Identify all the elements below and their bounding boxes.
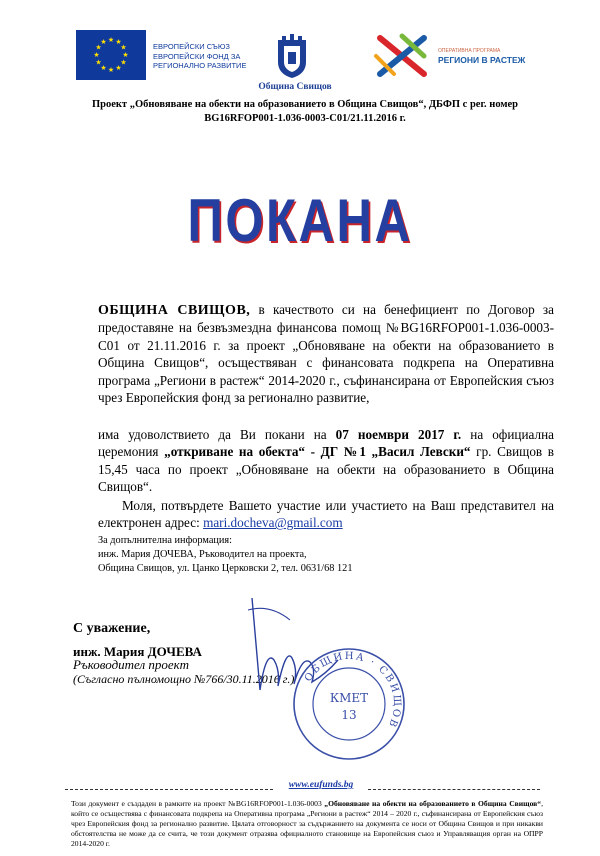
eu-caption-line: ЕВРОПЕЙСКИ СЪЮЗ — [153, 42, 230, 51]
disclaimer-project-name: „Обновяване на обекти на образованието в Община Свищов“ — [324, 799, 542, 808]
footer-url-link[interactable]: www.eufunds.bg — [288, 780, 354, 790]
eu-caption-line: РЕГИОНАЛНО РАЗВИТИЕ — [153, 61, 247, 70]
event-name: „откриване на обекта“ - ДГ №1 „Васил Левски“ — [164, 444, 471, 460]
regions-program-label: ОПЕРАТИВНА ПРОГРАМА — [438, 48, 501, 54]
disclaimer-text-a: Този документ е създаден в рамките на проект №BG16RFOP001-1.036-0003 — [71, 799, 325, 808]
municipality-name: Община Свищов — [258, 82, 332, 92]
invite-text-c: гр. Свищов в 15,45 часа по проект „Обновяване на обекти на образованието в Община Свищов“. — [98, 444, 554, 495]
invite-text-b: на официална церемония — [98, 427, 554, 460]
signer-authority: (Съгласно пълномощно №766/30.11.2016 г.) — [73, 672, 295, 686]
stamp-ring-text: ОБЩИНА · СВИЩОВ — [302, 650, 403, 731]
project-line-1: Проект „Обновяване на обекти на образованието в Община Свищов“, ДБФП с рег. номер — [91, 99, 519, 110]
svg-text:★: ★ — [120, 43, 127, 52]
eu-fund-caption — [153, 42, 246, 71]
svg-text:★: ★ — [107, 36, 115, 44]
regions-growth-logo-icon — [372, 32, 432, 80]
svg-text:★: ★ — [115, 38, 122, 46]
closing-regards: С уважение, — [73, 621, 151, 636]
footer-divider-right — [368, 789, 540, 790]
footer-disclaimer — [71, 799, 543, 849]
svg-text:★: ★ — [100, 38, 107, 46]
svg-text:★: ★ — [95, 43, 102, 52]
contact-line: За допълнителна информация: — [98, 535, 233, 546]
footer-divider-left — [65, 789, 273, 790]
svg-text:★: ★ — [107, 66, 115, 74]
svg-text:★: ★ — [95, 58, 102, 67]
svg-text:★: ★ — [100, 64, 107, 72]
contact-info — [98, 534, 352, 576]
project-line-2: BG16RFOP001-1.036-0003-C01/21.11.2016 г. — [204, 113, 406, 124]
svg-text:★: ★ — [115, 64, 122, 72]
disclaimer-text-b: , който се осъществява с финансовата подкрепа на Оперативна програма „Региони в растеж“ 2014 – 2020 г., съфинансирана от Европейския съюз чрез Европейския фонд за регионално развитие. Цялата отговорност за съдържанието на документа се носи от Община Свищов и при никакви обстоятелства не може да се счита, че този документ отразява официалното становище на Европейския съюз и Управляващия орган на ОПРР 2014-2020 г. — [71, 799, 543, 848]
contact-line: Община Свищов, ул. Цанко Церковски 2, тел. 0631/68 121 — [98, 563, 353, 574]
invitation-paragraph — [98, 426, 554, 496]
invite-text-a: има удоволствието да Ви покани на — [98, 427, 336, 442]
invitation-title: ПОКАНА — [187, 187, 413, 254]
contact-line: инж. Мария ДОЧЕВА, Ръководител на проекта, — [98, 549, 307, 560]
eu-caption-line: ЕВРОПЕЙСКИ ФОНД ЗА — [153, 51, 241, 61]
svg-text:★: ★ — [93, 51, 100, 59]
official-stamp — [290, 645, 408, 763]
regions-growth-label: РЕГИОНИ В РАСТЕЖ — [438, 55, 526, 65]
email-link[interactable]: mari.docheva@gmail.com — [203, 515, 343, 531]
event-date: 07 ноември 2017 г. — [335, 427, 462, 442]
rsvp-text: Моля, потвърдете Вашето участие или участието на Ваш представител на електронен адрес: — [98, 498, 554, 531]
eu-stars-icon — [76, 30, 146, 80]
intro-text: в качеството си на бенефициент по Договор за предоставяне на безвъзмездна финансова помощ №BG16RFOP001-1.036-0003-C01 от 21.11.2016 г. за проект „Обновяване на обекти на образованието в Община Свищов“, осъществяван с финансовата подкрепа на Оперативна програма „Региони в растеж“ 2014-2020 г., съфинансирана от Европейския съюз чрез Европейския фонд за регионално развитие, — [98, 302, 554, 406]
intro-paragraph — [98, 301, 554, 406]
eu-flag-logo — [76, 30, 146, 80]
rsvp-paragraph — [98, 497, 554, 532]
signer-role: Ръководител проект — [73, 657, 189, 672]
svg-text:★: ★ — [120, 58, 127, 67]
municipality-lead: ОБЩИНА СВИЩОВ, — [98, 303, 251, 318]
svg-text:★: ★ — [122, 51, 129, 59]
stamp-center-text: КМЕТ — [329, 691, 369, 705]
stamp-number: 13 — [341, 708, 357, 722]
signer-name: инж. Мария ДОЧЕВА — [73, 644, 202, 659]
municipality-crest-icon — [274, 32, 310, 80]
